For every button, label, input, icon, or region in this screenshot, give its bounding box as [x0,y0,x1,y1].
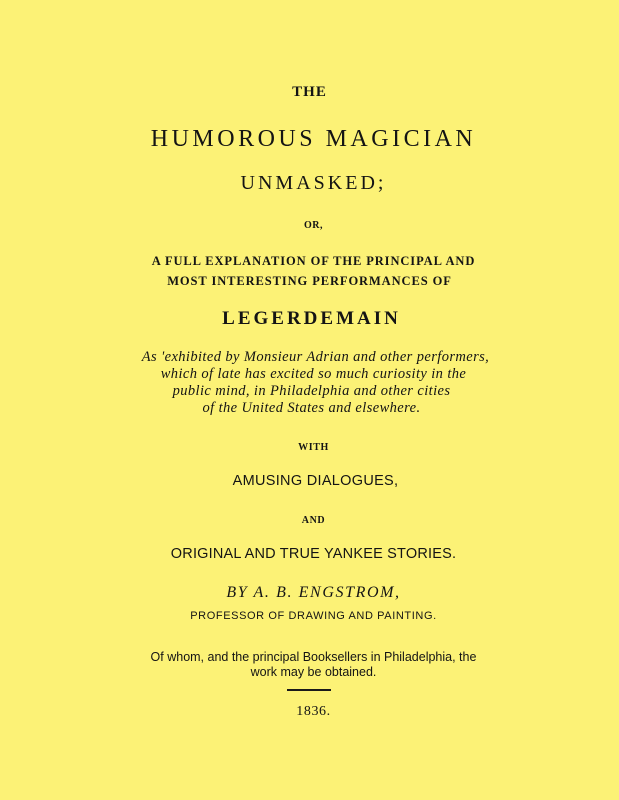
description-line-4: of the United States and elsewhere. [202,400,421,416]
heading-the: THE [292,84,327,100]
with-connector: WITH [298,442,329,453]
book-subtitle: UNMASKED; [240,172,387,194]
description-line-2: which of late has excited so much curiosity in the [160,366,467,382]
and-connector: AND [301,515,326,526]
explanation-line-1: A FULL EXPLANATION OF THE PRINCIPAL AND [151,254,476,268]
author-byline: BY A. B. ENGSTROM, [226,584,401,601]
book-title: HUMOROUS MAGICIAN [150,126,477,152]
description-line-3: public mind, in Philadelphia and other cities [172,383,451,399]
booksellers-line-2: work may be obtained. [250,665,377,679]
author-profession: PROFESSOR OF DRAWING AND PAINTING. [190,610,437,622]
explanation-line-2: MOST INTERESTING PERFORMANCES OF [167,274,452,288]
description-line-1: As 'exhibited by Monsieur Adrian and other performers, [141,349,490,365]
yankee-stories: ORIGINAL AND TRUE YANKEE STORIES. [170,546,457,562]
booksellers-line-1: Of whom, and the principal Booksellers in Philadelphia, the [150,650,477,664]
publication-year: 1836. [296,704,331,719]
amusing-dialogues: AMUSING DIALOGUES, [232,473,399,489]
legerdemain-heading: LEGERDEMAIN [222,308,401,329]
divider-rule [287,689,331,691]
or-connector: OR, [304,220,323,231]
